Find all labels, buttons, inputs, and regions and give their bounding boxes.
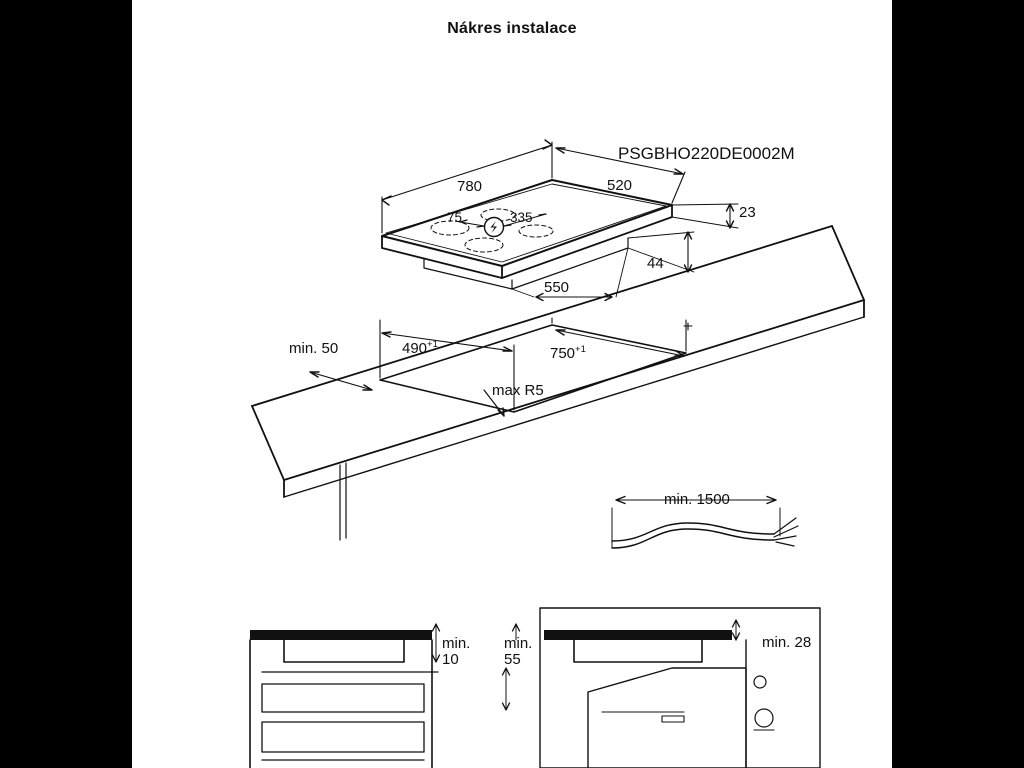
dim-label-hob-width: 780 <box>457 178 483 195</box>
dim-label-min-28: min. 28 <box>762 634 812 651</box>
dim-label-min-50: min. 50 <box>289 340 339 357</box>
section-drawer <box>250 624 520 768</box>
dim-label-max-r5: max R5 <box>492 382 544 399</box>
dim-label-cable-length: min. 1500 <box>664 491 730 508</box>
dim-label-thickness: 23 <box>739 204 756 221</box>
section-oven <box>540 608 820 768</box>
power-symbol <box>485 218 504 237</box>
dim-23 <box>672 204 738 228</box>
dim-label-cutout-width: $750^{+1}$ <box>550 344 586 362</box>
dim-label-offset-right: 335 <box>510 210 533 225</box>
dim-label-body-width: 550 <box>544 279 570 296</box>
dim-label-min-55: min. 55 <box>504 635 533 668</box>
dim-min-50 <box>310 372 372 390</box>
page-title: Nákres instalace <box>447 20 577 37</box>
dim-label-min-10: min. 10 <box>442 635 471 668</box>
dim-label-hob-depth: 520 <box>607 177 633 194</box>
part-code-label: PSGBHO220DE0002M <box>618 144 795 163</box>
diagram-sheet <box>132 0 892 768</box>
dim-label-cutout-depth: $490^{+1}$ <box>402 339 438 357</box>
dim-label-body-depth: 44 <box>647 255 664 272</box>
dim-label-offset-left: 75 <box>447 210 463 225</box>
